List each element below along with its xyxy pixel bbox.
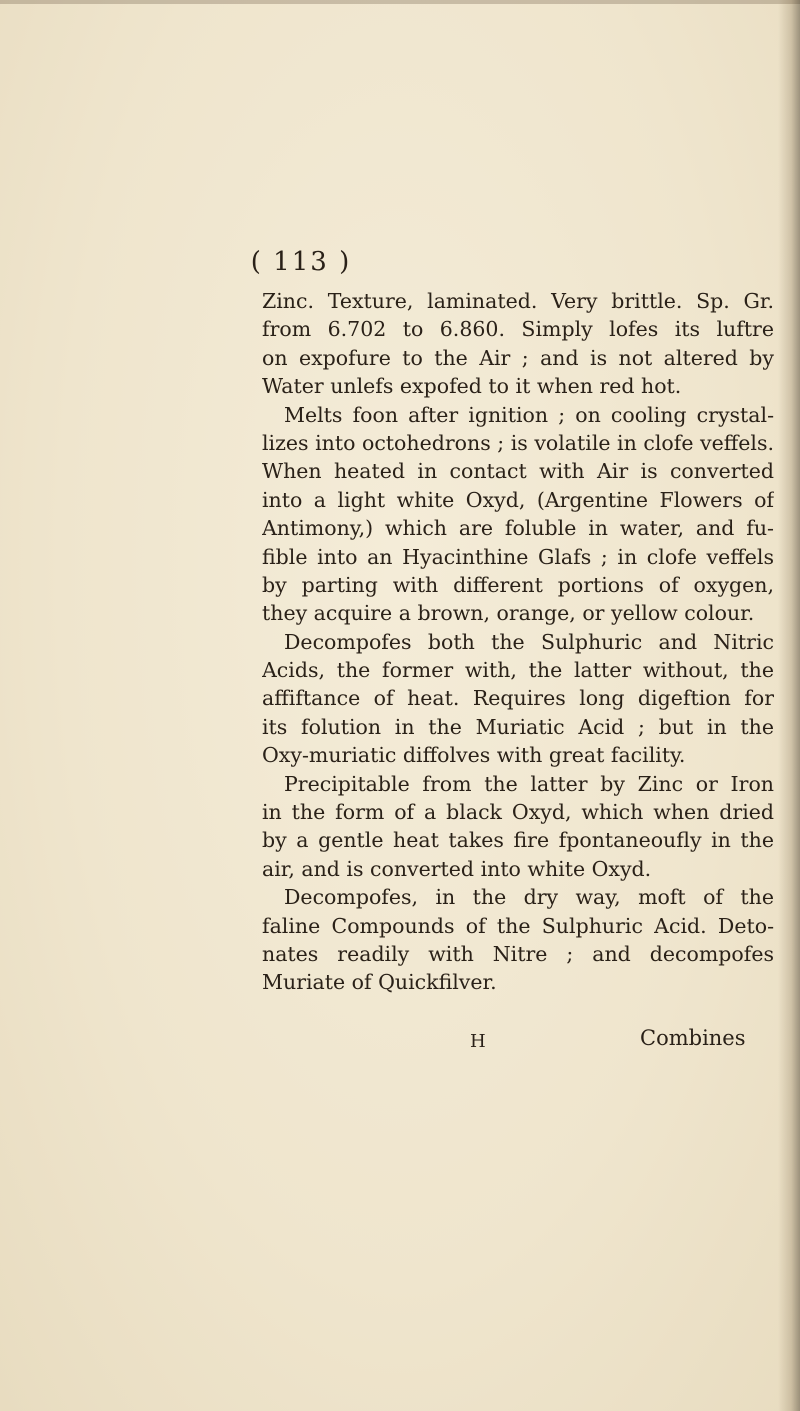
text-line: nates readily with Nitre ; and decompofes (262, 941, 774, 966)
signature-mark: H (470, 1031, 486, 1052)
text-line: Acids, the former with, the latter without, the (262, 658, 774, 683)
text-line: Decompofes, in the dry way, moft of the (284, 885, 774, 910)
text-line: they acquire a brown, orange, or yellow colour. (262, 601, 755, 626)
text-line: on expofure to the Air ; and is not altered by (262, 345, 774, 370)
text-line: in the form of a black Oxyd, which when dried (262, 800, 774, 825)
text-line: by parting with different portions of oxygen, (262, 572, 774, 597)
text-line: Precipitable from the latter by Zinc or Iron (284, 771, 774, 796)
text-line: Zinc. Texture, laminated. Very brittle. Sp. Gr. (262, 289, 774, 313)
text-line: faline Compounds of the Sulphuric Acid. Deto- (262, 913, 774, 938)
text-line: Muriate of Quickfilver. (262, 970, 497, 995)
text-line: air, and is converted into white Oxyd. (262, 856, 652, 881)
page-number-header: ( 113 ) (250, 247, 352, 277)
text-line: Melts foon after ignition ; on cooling crystal- (284, 402, 774, 427)
text-line: When heated in contact with Air is converted (262, 459, 774, 484)
page-gutter-shadow (778, 0, 800, 1411)
text-line: Antimony,) which are foluble in water, and fu- (262, 516, 774, 541)
page-top-edge (0, 0, 800, 4)
text-line: its folution in the Muriatic Acid ; but in the (262, 714, 774, 739)
text-line: Oxy-muriatic diffolves with great facility. (262, 743, 686, 768)
text-line: Decompofes both the Sulphuric and Nitric (284, 629, 774, 654)
text-line: Water unlefs expofed to it when red hot. (262, 374, 682, 399)
body-text (262, 287, 774, 997)
text-line: into a light white Oxyd, (Argentine Flowers of (262, 487, 774, 512)
text-line: by a gentle heat takes fire fpontaneoufly in the (262, 828, 774, 853)
text-line: lizes into octohedrons ; is volatile in clofe veffels. (262, 430, 774, 455)
catchword: Combines (640, 1026, 746, 1050)
text-line: from 6.702 to 6.860. Simply lofes its luftre (262, 317, 774, 342)
text-line: fible into an Hyacinthine Glafs ; in clofe veffels (262, 544, 774, 569)
text-line: affiftance of heat. Requires long digeftion for (262, 686, 774, 711)
